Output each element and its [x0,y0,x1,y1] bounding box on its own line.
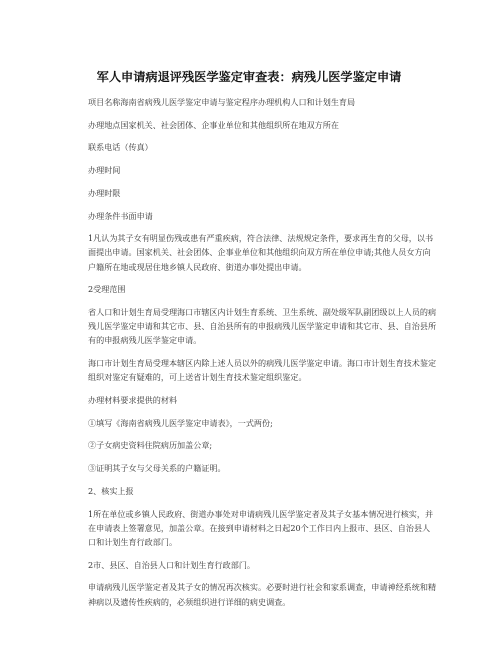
paragraph: 办理条件书面申请 [88,210,153,221]
paragraph: ②子女病史资料住院病历加盖公章; [88,440,213,451]
paragraph: 联系电话（传真） [88,142,153,153]
paragraph: 办理材料要求提供的材料 [88,395,178,406]
paragraph: 海口市计划生育局受理本辖区内除上述人员以外的病残儿医学鉴定申请。海口市计划生育技术鉴定组织对鉴定有疑难的，可上送省计划生育技术鉴定组织鉴定。 [88,358,437,383]
paragraph: 省人口和计划生育局受理海口市辖区内计划生育系统、卫生系统、副处级军队副团级以上人员的病残儿医学鉴定申请和其它市、县、自治县所有的申报病残儿医学鉴定申请和其它市、县、自治县所有的申报病残儿医学鉴定申请。 [88,307,437,346]
paragraph: 1凡认为其子女有明显伤残或患有严重疾病，符合法律、法规规定条件，要求再生育的父母，以书面提出申请。国家机关、社会团体、企事业单位和其他组织向双方所在单位申请;其他人员女方向户籍所在地或现居住地乡镇人民政府、街道办事处提出申请。 [88,233,434,272]
paragraph: 2受理范围 [88,284,126,295]
paragraph: 项目名称海南省病残儿医学鉴定申请与鉴定程序办理机构人口和计划生育局 [88,97,356,107]
paragraph: 办理地点国家机关、社会团体、企事业单位和其他组织所在地双方所在 [88,119,339,130]
paragraph: 申请病残儿医学鉴定者及其子女的情况再次核实。必要时进行社会和家系调查，申请神经系统和精神病以及遗传性疾病的，必须组织进行详细的病史调查。 [88,582,437,607]
paragraph: ①填写《海南省病残儿医学鉴定申请表》，一式两份; [88,417,273,428]
paragraph: ③证明其子女与父母关系的户籍证明。 [88,463,226,474]
paragraph: 2、核实上报 [88,485,134,496]
document-title: 军人申请病退评残医学鉴定审查表：病残儿医学鉴定申请 [96,70,402,84]
paragraph: 办理时间 [88,165,121,176]
document-body [64,95,438,609]
paragraph: 2市、县区、自治县人口和计划生育行政部门。 [88,559,256,570]
paragraph: 办理时限 [88,187,121,198]
paragraph: 1所在单位或乡镇人民政府、街道办事处对申请病残儿医学鉴定者及其子女基本情况进行核实，并在申请表上签署意见，加盖公章。在接到申请材料之日起20个工作日内上报市、县区、自治县人口和计划生育行政部门。 [88,508,434,547]
